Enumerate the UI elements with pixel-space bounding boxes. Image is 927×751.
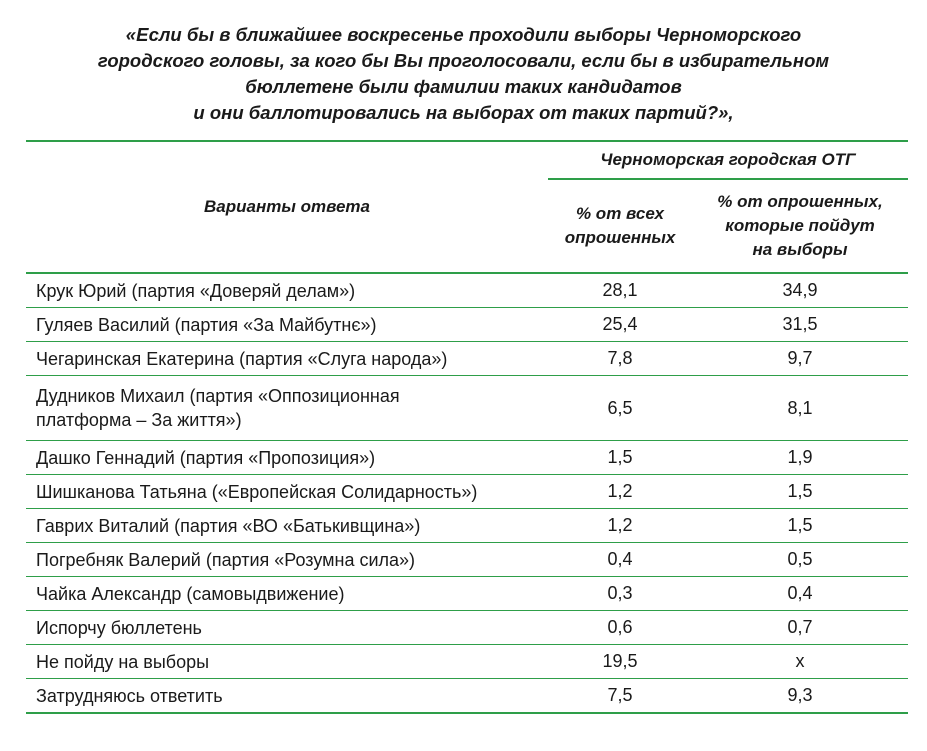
header-variants: Варианты ответа	[204, 197, 370, 216]
header-line: % от опрошенных,	[717, 192, 883, 211]
header-group: Черноморская городская ОТГ	[548, 141, 908, 179]
header-line: на выборы	[752, 240, 848, 259]
row-name: Чегаринская Екатерина (партия «Слуга народа»)	[26, 342, 548, 376]
table-row	[26, 577, 908, 611]
row-pct-voters: 0,5	[692, 543, 908, 577]
table-row	[26, 342, 908, 376]
row-pct-all: 0,4	[548, 543, 692, 577]
row-pct-voters: 1,5	[692, 475, 908, 509]
row-name: Затрудняюсь ответить	[26, 679, 548, 714]
row-pct-all: 19,5	[548, 645, 692, 679]
header-line: % от всех	[575, 204, 665, 223]
row-pct-all: 1,5	[548, 441, 692, 475]
row-pct-all: 7,8	[548, 342, 692, 376]
row-pct-all: 0,6	[548, 611, 692, 645]
row-pct-voters: 9,3	[692, 679, 908, 714]
row-pct-all: 0,3	[548, 577, 692, 611]
row-pct-all: 1,2	[548, 475, 692, 509]
row-pct-all: 1,2	[548, 509, 692, 543]
row-pct-all: 25,4	[548, 308, 692, 342]
header-row	[26, 141, 908, 179]
row-pct-voters: 34,9	[692, 273, 908, 308]
table-row	[26, 543, 908, 577]
row-pct-voters: 8,1	[692, 376, 908, 441]
row-name: Гуляев Василий (партия «За Майбутнє»)	[26, 308, 548, 342]
row-pct-voters: 0,4	[692, 577, 908, 611]
title-line: и они баллотировались на выборах от таких партий?»,	[193, 102, 734, 123]
row-name: Крук Юрий (партия «Доверяй делам»)	[26, 273, 548, 308]
header-line: которые пойдут	[725, 216, 875, 235]
table-row	[26, 509, 908, 543]
table-row	[26, 441, 908, 475]
row-name: Дашко Геннадий (партия «Пропозиция»)	[26, 441, 548, 475]
row-name	[26, 376, 548, 441]
row-name-line: Дудников Михаил (партия «Оппозиционная	[36, 386, 400, 406]
row-name: Шишканова Татьяна («Европейская Солидарность»)	[26, 475, 548, 509]
row-name: Погребняк Валерий (партия «Розумна сила»)	[26, 543, 548, 577]
row-pct-voters: 0,7	[692, 611, 908, 645]
title-line: городского головы, за кого бы Вы проголосовали, если бы в избирательном	[97, 50, 830, 71]
row-name: Чайка Александр (самовыдвижение)	[26, 577, 548, 611]
title-line: «Если бы в ближайшее воскресенье проходили выборы Черноморского	[125, 24, 802, 45]
table-row	[26, 273, 908, 308]
row-pct-voters: 9,7	[692, 342, 908, 376]
row-name: Испорчу бюллетень	[26, 611, 548, 645]
table-row	[26, 679, 908, 714]
row-pct-voters: 1,5	[692, 509, 908, 543]
header-pct-voters	[692, 179, 908, 273]
table-row	[26, 611, 908, 645]
row-pct-all: 6,5	[548, 376, 692, 441]
row-name: Гаврих Виталий (партия «ВО «Батькивщина»)	[26, 509, 548, 543]
table-row	[26, 308, 908, 342]
row-pct-voters: x	[692, 645, 908, 679]
header-line: опрошенных	[564, 228, 676, 247]
table-row	[26, 645, 908, 679]
row-name: Не пойду на выборы	[26, 645, 548, 679]
row-pct-voters: 1,9	[692, 441, 908, 475]
title-line: бюллетене были фамилии таких кандидатов	[245, 76, 682, 97]
header-pct-all	[548, 179, 692, 273]
row-pct-all: 7,5	[548, 679, 692, 714]
row-pct-voters: 31,5	[692, 308, 908, 342]
table-row	[26, 376, 908, 441]
row-pct-all: 28,1	[548, 273, 692, 308]
table-row	[26, 475, 908, 509]
survey-question-title	[40, 22, 887, 126]
row-name-line: платформа – За життя»)	[36, 410, 242, 430]
results-table	[26, 140, 908, 714]
